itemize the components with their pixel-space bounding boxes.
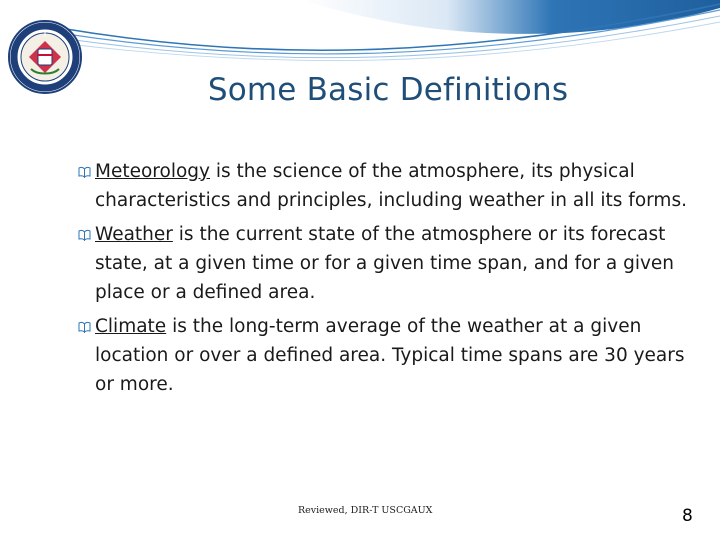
slide-title: Some Basic Definitions bbox=[207, 72, 569, 108]
definition-item-climate bbox=[78, 312, 698, 399]
header-wave-decoration bbox=[0, 0, 720, 70]
definition-list bbox=[78, 157, 698, 404]
definition-item-weather bbox=[78, 220, 698, 307]
open-book-bullet-icon bbox=[78, 321, 91, 333]
definition-text-weather: is the current state of the atmosphere or its forecast state, at a given time or for a given time span, and for a given place or a defined area. bbox=[95, 224, 675, 303]
term-climate: Climate bbox=[95, 316, 167, 337]
term-meteorology: Meteorology bbox=[95, 161, 210, 182]
term-weather: Weather bbox=[95, 224, 173, 245]
footer-reviewed-note: Reviewed, DIR-T USCGAUX bbox=[298, 505, 433, 516]
page-number: 8 bbox=[682, 506, 693, 526]
definition-item-meteorology bbox=[78, 157, 698, 215]
open-book-bullet-icon bbox=[78, 166, 91, 178]
definition-text-climate: is the long-term average of the weather at a given location or over a defined area. Typical time spans are 30 years or more. bbox=[95, 316, 685, 395]
open-book-bullet-icon bbox=[78, 229, 91, 241]
definition-text-meteorology: is the science of the atmosphere, its physical characteristics and principles, including weather in all its forms. bbox=[95, 161, 687, 211]
